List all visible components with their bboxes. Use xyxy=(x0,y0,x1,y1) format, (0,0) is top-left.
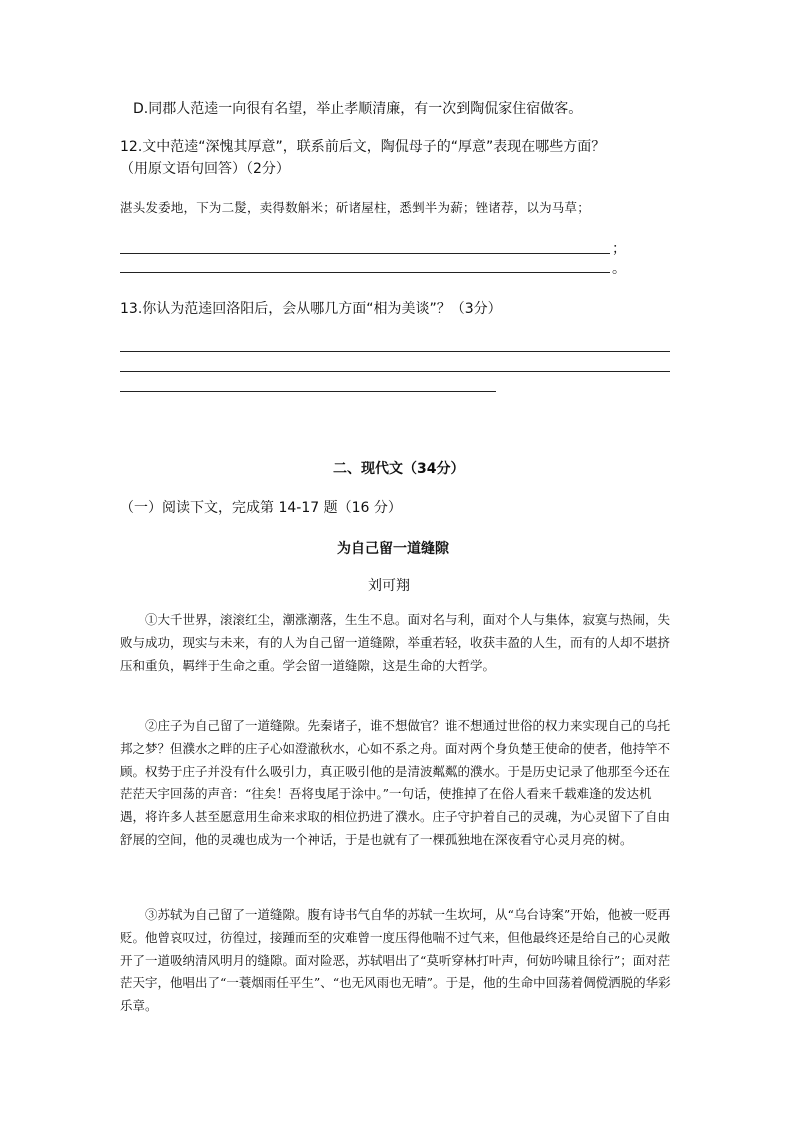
article-author: 刘可翔 xyxy=(368,578,410,594)
answer-line xyxy=(120,253,610,254)
question-13: 13.你认为范逵回洛阳后，会从哪几方面“相为美谈”？（3分） xyxy=(120,301,502,317)
answer-line-end: 。 xyxy=(612,261,626,277)
subsection-heading: （一）阅读下文，完成第 14-17 题（16 分） xyxy=(120,500,402,516)
option-d: D.同郡人范逵一向很有名望，举止孝顺清廉，有一次到陶侃家住宿做客。 xyxy=(133,101,583,117)
question-12-note: （用原文语句回答）（2分） xyxy=(120,161,290,177)
answer-line xyxy=(120,272,610,273)
answer-line xyxy=(120,391,496,392)
answer-line xyxy=(120,371,670,372)
paragraph: ①大千世界，滚滚红尘，潮涨潮落，生生不息。面对名与利，面对个人与集体，寂寞与热闹，失败与成功，现实与未来，有的人为自己留一道缝隙，举重若轻，收获丰盈的人生，而有的人却不堪挤压和重负，羁绊于生命之重。学会留一道缝隙，这是生命的大哲学。 xyxy=(120,612,671,673)
paragraph: ③苏轼为自己留了一道缝隙。腹有诗书气自华的苏轼一生坎坷，从“乌台诗案”开始，他被一贬再贬。他曾哀叹过，彷徨过，接踵而至的灾难曾一度压得他喘不过气来，但他最终还是给自己的心灵敞开了一道吸纳清风明月的缝隙。面对险恶，苏轼唱出了“莫听穿林打叶声，何妨吟啸且徐行”；面对茫茫天宇，他唱出了“一蓑烟雨任平生”、“也无风雨也无晴”。于是，他的生命中回荡着倜傥洒脱的华彩乐章。 xyxy=(120,907,671,1014)
answer-line-end: ； xyxy=(612,241,626,257)
question-12-answer: 湛头发委地，下为二髲，卖得数斛米；斫诸屋柱，悉剉半为薪；锉诸荐，以为马草； xyxy=(120,200,590,215)
paragraph: ②庄子为自己留了一道缝隙。先秦诸子，谁不想做官？谁不想通过世俗的权力来实现自己的乌托邦之梦？但濮水之畔的庄子心如澄澈秋水，心如不系之舟。面对两个身负楚王使命的使者，他持竿不顾。权势于庄子并没有什么吸引力，真正吸引他的是清波粼粼的濮水。于是历史记录了他那至今还在茫茫天宇回荡的声音：“往矣！吾将曳尾于涂中。”一句话，使推掉了在俗人看来千载难逢的发达机遇，将许多人甚至愿意用生命来求取的相位扔进了濮水。庄子守护着自己的灵魂，为心灵留下了自由舒展的空间，他的灵魂也成为一个神话，于是也就有了一棵孤独地在深夜看守心灵月亮的树。 xyxy=(120,718,671,847)
question-12: 12.文中范逵“深愧其厚意”，联系前后文，陶侃母子的“厚意”表现在哪些方面？ xyxy=(120,139,606,155)
article-title: 为自己留一道缝隙 xyxy=(337,541,449,557)
answer-line xyxy=(120,351,670,352)
section-title: 二、现代文（34分） xyxy=(333,461,465,477)
